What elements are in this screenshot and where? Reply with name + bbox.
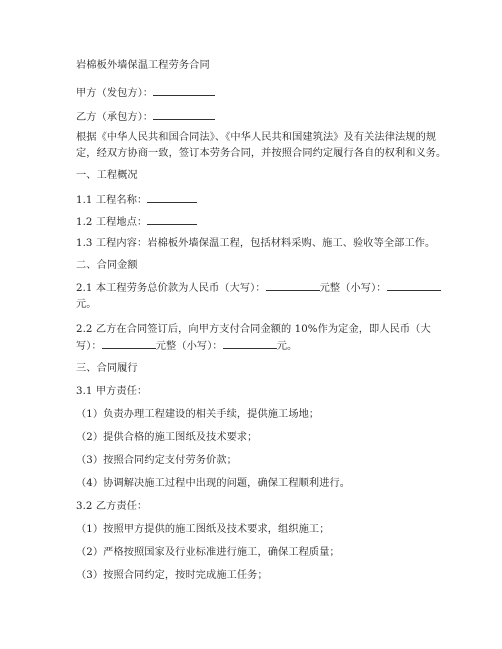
party-b-blank <box>153 109 215 120</box>
party-a-duty-4: （4）协调解决施工过程中出现的问题，确保工程顺利进行。 <box>76 478 351 489</box>
party-b-duty-1: （1）按照甲方提供的施工图纸及技术要求，组织施工； <box>76 524 330 535</box>
project-name-blank <box>147 192 197 203</box>
party-a-label: 甲方（发包方）： <box>76 88 154 99</box>
section-1-heading: 一、工程概况 <box>76 170 138 181</box>
party-b-label: 乙方（承包方）： <box>76 112 154 123</box>
party-a-blank <box>153 85 215 96</box>
clause-1-2-label: 1.2 工程地点： <box>76 217 148 228</box>
clause-3-2: 3.2 乙方责任： <box>76 501 148 512</box>
clause-1-3: 1.3 工程内容：岩棉板外墙保温工程，包括材料采购、施工、验收等全部工作。 <box>76 238 436 249</box>
clause-1-1 <box>76 192 456 207</box>
section-3-heading: 三、合同履行 <box>76 363 138 374</box>
party-b-duty-3: （3）按照合同约定，按时完成施工任务； <box>76 570 268 581</box>
section-2-heading: 二、合同金额 <box>76 260 138 271</box>
party-b-line <box>76 109 456 124</box>
deposit-lower-blank <box>223 338 277 349</box>
clause-1-1-label: 1.1 工程名称： <box>76 195 148 206</box>
clause-2-2-text-c: 元。 <box>276 340 298 352</box>
deposit-upper-blank <box>102 338 156 349</box>
party-a-duty-2: （2）提供合格的施工图纸及技术要求； <box>76 432 258 443</box>
clause-2-1-text-c: 元。 <box>76 298 97 310</box>
clause-2-1-text-a: 2.1 本工程劳务总价款为人民币（大写）： <box>76 283 266 294</box>
clause-2-2-text-a: 2.2 乙方在合同签订后，向甲方支付合同金额的 10%作为定金，即人民币（大写）： <box>76 324 431 352</box>
clause-2-1 <box>76 280 456 312</box>
clause-2-2-text-b: 元整（小写）： <box>155 340 223 352</box>
project-location-blank <box>147 214 197 225</box>
party-a-duty-3: （3）按照合同约定支付劳务价款； <box>76 455 237 466</box>
clause-1-2 <box>76 214 456 229</box>
total-price-upper-blank <box>266 280 320 291</box>
preamble-paragraph: 根据《中华人民共和国合同法》、《中华人民共和国建筑法》及有关法律法规的规定，经双方协商一致，签订本劳务合同，并按照合同约定履行各自的权利和义务。 <box>76 132 447 159</box>
clause-2-1-text-b: 元整（小写）： <box>319 283 387 294</box>
clause-2-2 <box>76 322 456 354</box>
party-a-duty-1: （1）负责办理工程建设的相关手续，提供施工场地； <box>76 409 320 420</box>
total-price-lower-blank <box>387 280 441 291</box>
party-b-duty-2: （2）严格按照国家及行业标准进行施工，确保工程质量； <box>76 547 340 558</box>
party-a-line <box>76 85 456 100</box>
clause-3-1: 3.1 甲方责任： <box>76 386 148 397</box>
document-title: 岩棉板外墙保温工程劳务合同 <box>76 60 210 71</box>
